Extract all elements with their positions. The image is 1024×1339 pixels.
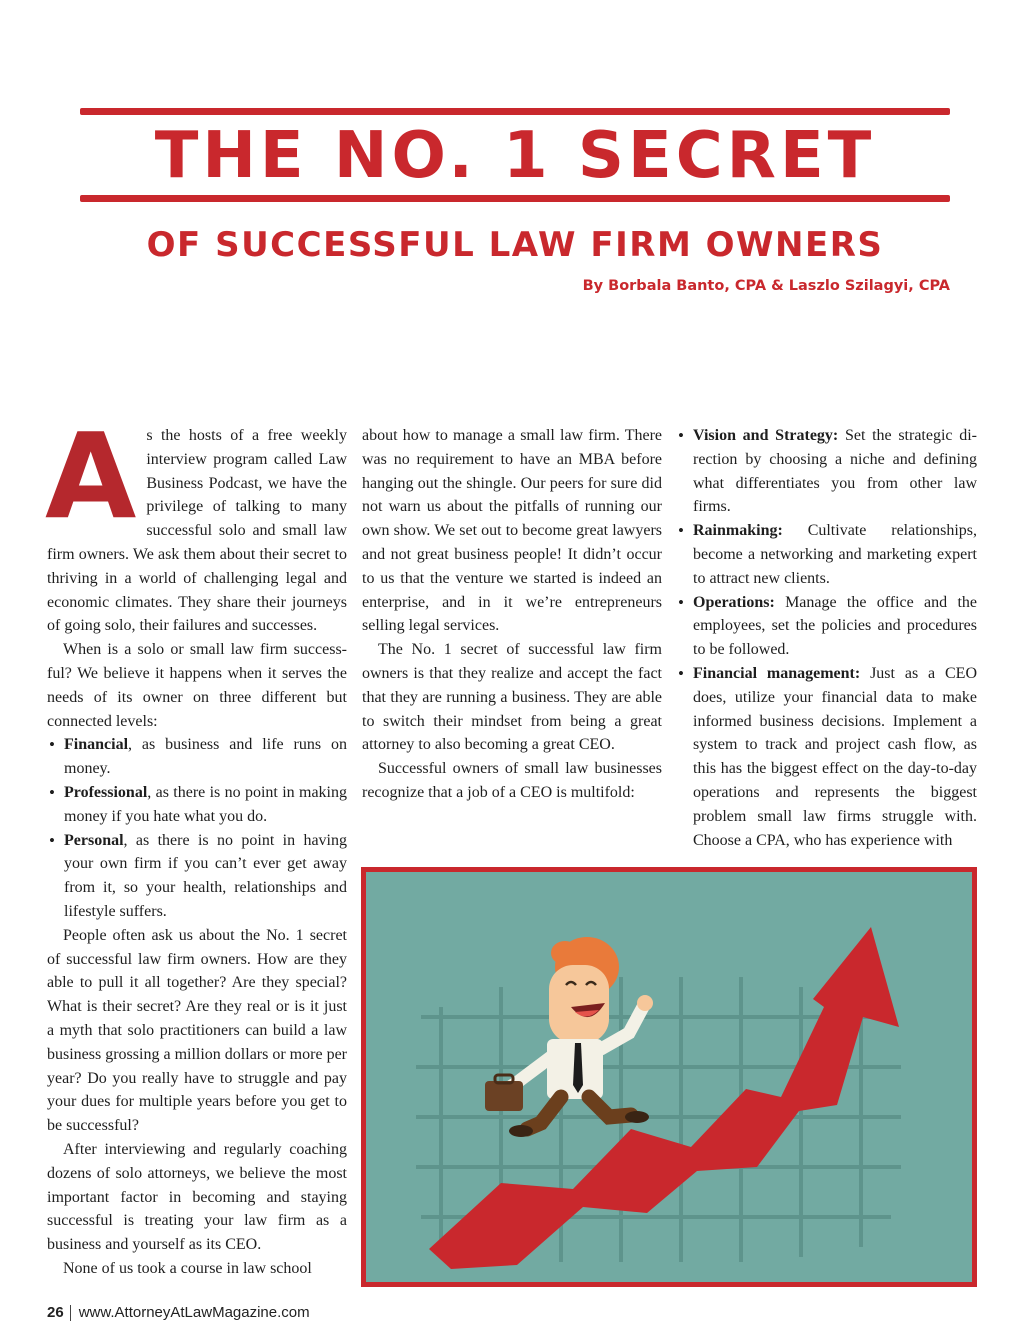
article-intro-paragraph bbox=[45, 407, 347, 638]
list-item-text: , as there is no point in making money if you hate what you do. bbox=[64, 783, 347, 825]
list-item-text: Manage the office and the employees, set the policies and procedures to be followed. bbox=[693, 593, 977, 659]
article-column-3 bbox=[676, 424, 977, 852]
headline-subtitle: OF SUCCESSFUL LAW FIRM OWNERS bbox=[146, 225, 884, 265]
list-item-term: Vision and Strategy: bbox=[693, 427, 839, 444]
list-item-term: Rainmaking: bbox=[693, 522, 783, 540]
list-item-text: Cultivate relationships, become a networking and marketing expert to attract new clients. bbox=[693, 522, 977, 587]
article-paragraph: People often ask us about the No. 1 secret of successful law firm owners. How are they able to pull it all together? Are they special? What is their secret? Are they real or is it just a myth that solo practitioners can build a law business grossing a million dollars or more per year? Do you really have to struggle and pay your dues for multiple years before you get to be successful? bbox=[47, 926, 347, 1135]
list-item-term: Personal bbox=[64, 831, 124, 849]
list-item-term: Financial bbox=[64, 736, 129, 754]
article-column-2 bbox=[362, 424, 662, 805]
article-paragraph: about how to manage a small law firm. There was no requirement to have an MBA before hanging out the shingle. Our peers for sure did not warn us about the pitfalls of running our own show. We set out to become great lawyers and not great business people! It didn’t occur to us that the venture we started is indeed an enterprise, and in it we’re entrepreneurs selling legal services. bbox=[362, 427, 662, 635]
article-paragraph: Successful owners of small law businesses recognize that a job of a CEO is multifold: bbox=[362, 760, 662, 801]
levels-list bbox=[47, 733, 347, 923]
magazine-url: www.AttorneyAtLawMagazine.com bbox=[78, 1304, 310, 1321]
headline-rule-top bbox=[80, 108, 950, 115]
page-footer bbox=[47, 1304, 310, 1321]
growth-illustration bbox=[361, 867, 977, 1287]
intro-text: s the hosts of a free weekly interview program called Law Business Podcast, we have the privilege of talking to many successful solo and small law firm owners. We ask them about their secret to thriving in a world of challenging legal and economic climates. They share their journeys of going solo, their failures and successes. bbox=[47, 427, 347, 635]
list-item bbox=[676, 519, 977, 590]
list-item bbox=[47, 829, 347, 924]
headline bbox=[80, 108, 950, 202]
footer-divider bbox=[70, 1305, 71, 1321]
list-item-text: , as there is no point in having your own firm if you can’t ever get away from it, so your health, relationships and lifestyle suffers. bbox=[64, 831, 347, 920]
list-item bbox=[676, 591, 977, 662]
illustration-background bbox=[366, 872, 972, 1282]
article-paragraph: None of us took a course in law school bbox=[63, 1259, 312, 1277]
article-paragraph: When is a solo or small law firm successful? We believe it happens when it serves the needs of its owner on three different but connected levels: bbox=[47, 641, 347, 730]
list-item bbox=[47, 781, 347, 829]
briefcase-icon bbox=[485, 1081, 523, 1111]
list-item-term: Professional bbox=[64, 783, 148, 801]
drop-cap: A bbox=[45, 407, 137, 545]
headline-rule-bottom bbox=[80, 195, 950, 202]
list-item bbox=[676, 662, 977, 852]
list-item-text: Just as a CEO does, utilize your financial data to make informed business decisions. Implement a system to track and project cash flow, as this has the biggest effect on the day-to-day operations and represents the biggest problem small law firms struggle with. Choose a CPA, who has experience with bbox=[693, 664, 978, 849]
byline: By Borbala Banto, CPA & Laszlo Szilagyi, CPA bbox=[582, 278, 950, 294]
ceo-duties-list bbox=[676, 424, 977, 852]
article-paragraph: The No. 1 secret of successful law firm owners is that they realize and accept the fact that they are running a business. They are able to switch their mindset from being a great attorney to also becoming a great CEO. bbox=[362, 641, 662, 754]
headline-title: THE NO. 1 SECRET bbox=[154, 119, 876, 193]
list-item bbox=[676, 424, 977, 519]
list-item-term: Operations: bbox=[693, 593, 775, 611]
list-item-text: , as business and life runs on money. bbox=[64, 736, 347, 778]
list-item-term: Financial management: bbox=[693, 664, 861, 682]
page-number: 26 bbox=[47, 1304, 64, 1321]
list-item-text: Set the strategic direction by choosing a niche and defining what differentiates you from other law firms. bbox=[693, 427, 977, 516]
list-item bbox=[47, 733, 347, 781]
article-paragraph: After interviewing and regularly coaching dozens of solo attorneys, we believe the most important factor in becoming and staying successful is treating your law firm as a business and yourself as its CEO. bbox=[47, 1140, 347, 1254]
article-column-1 bbox=[45, 407, 347, 1281]
